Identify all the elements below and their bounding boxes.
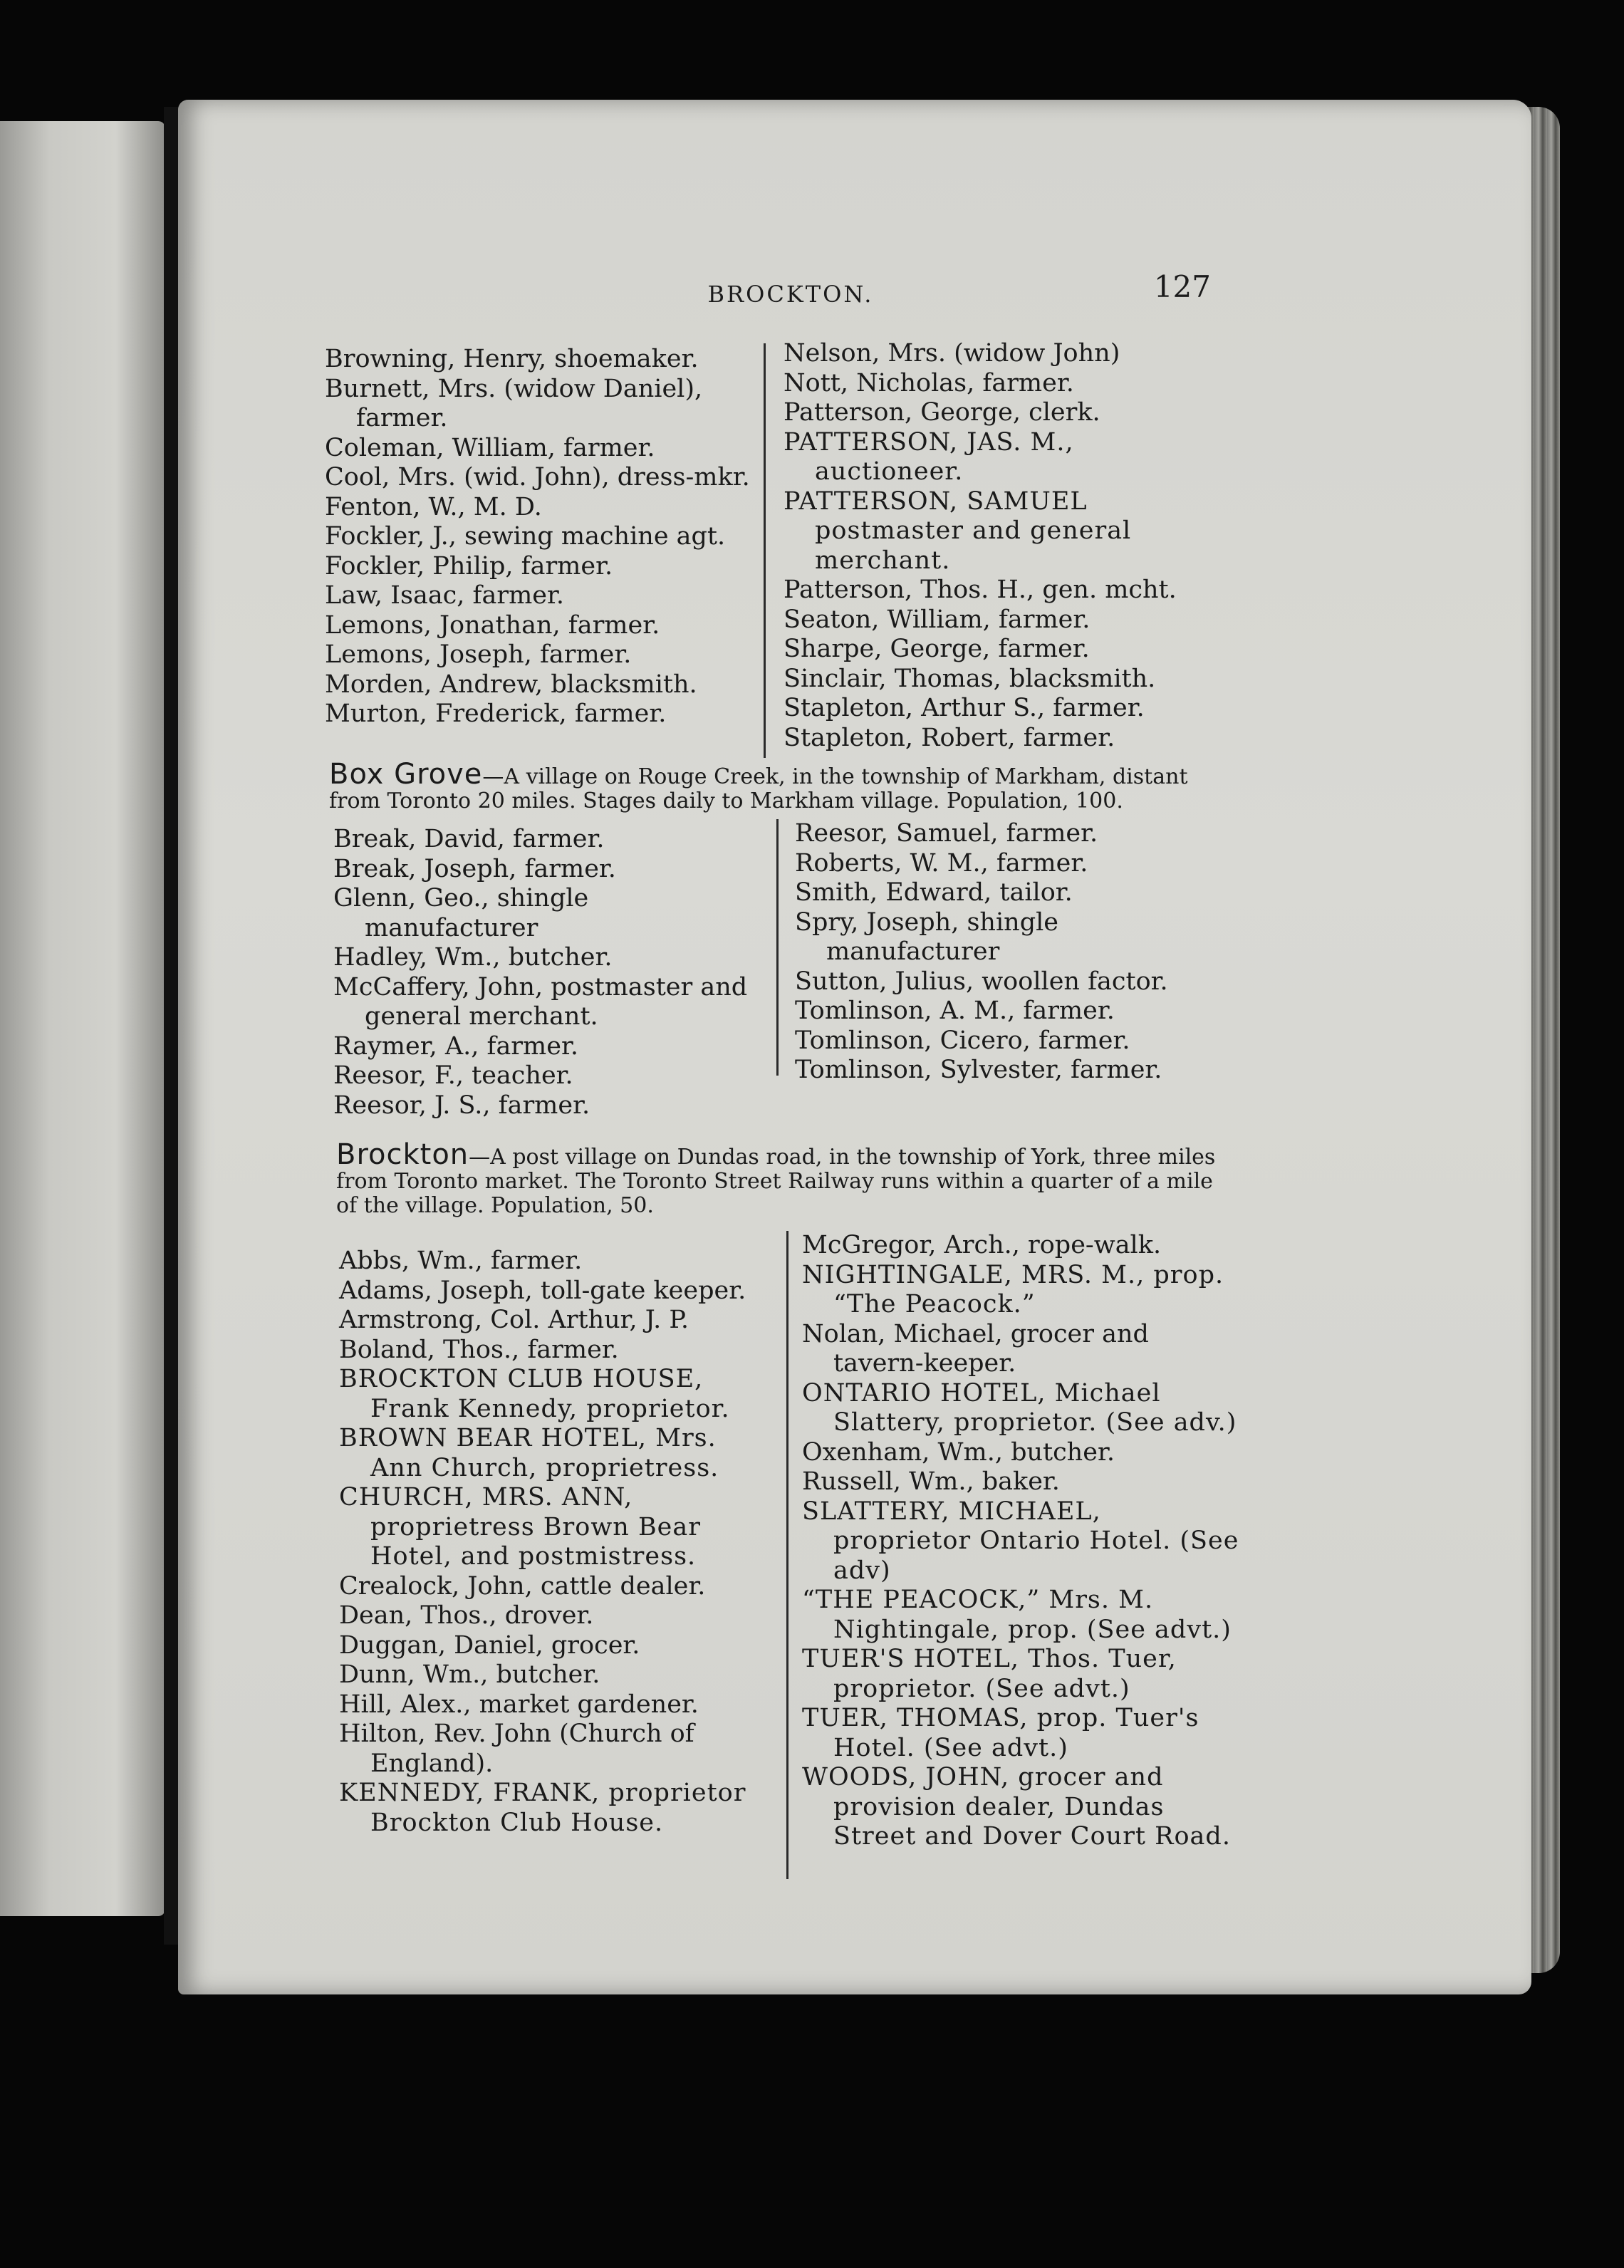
list-item: Raymer, A., farmer.	[333, 1031, 578, 1061]
list-item: Smith, Edward, tailor.	[795, 878, 1073, 907]
list-item: Reesor, F., teacher.	[333, 1061, 573, 1090]
list-item: Fockler, Philip, farmer.	[325, 551, 613, 581]
list-item: Roberts, W. M., farmer.	[795, 848, 1088, 878]
list-item: Cool, Mrs. (wid. John), dress-mkr.	[325, 463, 750, 491]
list-item: McCaffery, John, postmaster and general merchant.	[333, 972, 748, 1031]
list-item: Break, Joseph, farmer.	[333, 854, 616, 883]
list-item: Lemons, Jonathan, farmer.	[325, 610, 660, 640]
list-item: Sharpe, George, farmer.	[784, 635, 1090, 663]
list-item: Coleman, William, farmer.	[325, 433, 655, 462]
brockton-right-column	[802, 1231, 1244, 1852]
page-number: 127	[1153, 269, 1211, 304]
box-grove-left-column	[333, 825, 761, 1120]
list-item: Hill, Alex., market gardener.	[339, 1690, 699, 1719]
list-item: Nott, Nicholas, farmer.	[784, 368, 1074, 397]
brockton-left-column	[339, 1247, 774, 1838]
list-item: Glenn, Geo., shingle manufacturer	[333, 884, 589, 942]
place-name-brockton: Brockton	[336, 1138, 469, 1171]
list-item: Stapleton, Arthur S., farmer.	[784, 694, 1145, 722]
list-item: Dean, Thos., drover.	[339, 1601, 594, 1630]
list-item: Lemons, Joseph, farmer.	[325, 640, 632, 669]
section1-left-column	[325, 345, 752, 729]
box-grove-entry	[329, 758, 1219, 813]
list-item: Patterson, Thos. H., gen. mcht.	[784, 576, 1177, 604]
list-item: Sutton, Julius, woollen factor.	[795, 967, 1168, 996]
list-item: Russell, Wm., baker.	[802, 1467, 1060, 1496]
list-item: SLATTERY, MICHAEL, proprietor Ontario Hotel. (See adv)	[802, 1497, 1239, 1585]
list-item: PATTERSON, SAMUEL postmaster and general merchant.	[784, 487, 1132, 575]
list-item: Hilton, Rev. John (Church of England).	[339, 1720, 694, 1778]
list-item: Spry, Joseph, shingle manufacturer	[795, 907, 1059, 966]
list-item: Browning, Henry, shoemaker.	[325, 345, 699, 373]
list-item: Break, David, farmer.	[333, 825, 605, 853]
list-item: Stapleton, Robert, farmer.	[784, 723, 1115, 752]
place-description: —A post village on Dundas road, in the township of York, three miles from Toronto market. The Toronto Street Railway runs within a quarter of a mile of the village. Population, 50.	[336, 1145, 1216, 1218]
list-item: Boland, Thos., farmer.	[339, 1335, 619, 1364]
list-item: BROWN BEAR HOTEL, Mrs. Ann Church, proprietress.	[339, 1424, 719, 1482]
list-item: Tomlinson, A. M., farmer.	[795, 997, 1115, 1025]
brockton-entry	[336, 1138, 1227, 1218]
column-divider	[764, 343, 766, 758]
list-item: “THE PEACOCK,” Mrs. M. Nightingale, prop. (See advt.)	[802, 1586, 1232, 1644]
list-item: Murton, Frederick, farmer.	[325, 699, 667, 728]
column-divider	[776, 819, 779, 1076]
list-item: TUER, THOMAS, prop. Tuer's Hotel. (See advt.)	[802, 1704, 1199, 1762]
list-item: Sinclair, Thomas, blacksmith.	[784, 664, 1156, 693]
list-item: Reesor, Samuel, farmer.	[795, 819, 1098, 848]
place-description: —A village on Rouge Creek, in the township of Markham, distant from Toronto 20 miles. Stages daily to Markham village. Population, 100.	[329, 764, 1188, 813]
list-item: Morden, Andrew, blacksmith.	[325, 670, 697, 699]
column-divider	[786, 1231, 788, 1879]
list-item: Burnett, Mrs. (widow Daniel), farmer.	[325, 374, 703, 432]
list-item: PATTERSON, JAS. M., auctioneer.	[784, 427, 1074, 486]
list-item: Dunn, Wm., butcher.	[339, 1660, 600, 1689]
list-item: Crealock, John, cattle dealer.	[339, 1571, 706, 1601]
list-item: Duggan, Daniel, grocer.	[339, 1630, 640, 1660]
list-item: Law, Isaac, farmer.	[325, 581, 565, 610]
list-item: Hadley, Wm., butcher.	[333, 943, 613, 972]
list-item: Reesor, J. S., farmer.	[333, 1091, 590, 1120]
list-item: Fockler, J., sewing machine agt.	[325, 522, 726, 551]
list-item: Abbs, Wm., farmer.	[339, 1247, 583, 1275]
list-item: CHURCH, MRS. ANN, proprietress Brown Bear Hotel, and postmistress.	[339, 1483, 701, 1571]
list-item: ONTARIO HOTEL, Michael Slattery, proprietor. (See adv.)	[802, 1378, 1237, 1437]
list-item: Tomlinson, Sylvester, farmer.	[795, 1056, 1162, 1084]
list-item: BROCKTON CLUB HOUSE, Frank Kennedy, proprietor.	[339, 1365, 730, 1423]
section1-right-column	[784, 339, 1225, 753]
list-item: NIGHTINGALE, MRS. M., prop. “The Peacock.”	[802, 1260, 1224, 1318]
list-item: Adams, Joseph, toll-gate keeper.	[339, 1276, 746, 1305]
list-item: Seaton, William, farmer.	[784, 605, 1091, 634]
list-item: Nolan, Michael, grocer and tavern-keeper.	[802, 1319, 1149, 1378]
box-grove-right-column	[795, 819, 1237, 1086]
list-item: KENNEDY, FRANK, proprietor Brockton Club House.	[339, 1779, 746, 1837]
list-item: Patterson, George, clerk.	[784, 398, 1100, 427]
list-item: McGregor, Arch., rope-walk.	[802, 1231, 1162, 1259]
list-item: TUER'S HOTEL, Thos. Tuer, proprietor. (See advt.)	[802, 1645, 1177, 1703]
list-item: Tomlinson, Cicero, farmer.	[795, 1026, 1130, 1055]
place-name-box-grove: Box Grove	[329, 758, 483, 791]
list-item: Fenton, W., M. D.	[325, 492, 542, 521]
list-item: WOODS, JOHN, grocer and provision dealer, Dundas Street and Dover Court Road.	[802, 1763, 1231, 1851]
running-head: BROCKTON.	[707, 281, 874, 308]
list-item: Armstrong, Col. Arthur, J. P.	[339, 1306, 689, 1334]
list-item: Nelson, Mrs. (widow John)	[784, 339, 1120, 368]
list-item: Oxenham, Wm., butcher.	[802, 1437, 1115, 1467]
